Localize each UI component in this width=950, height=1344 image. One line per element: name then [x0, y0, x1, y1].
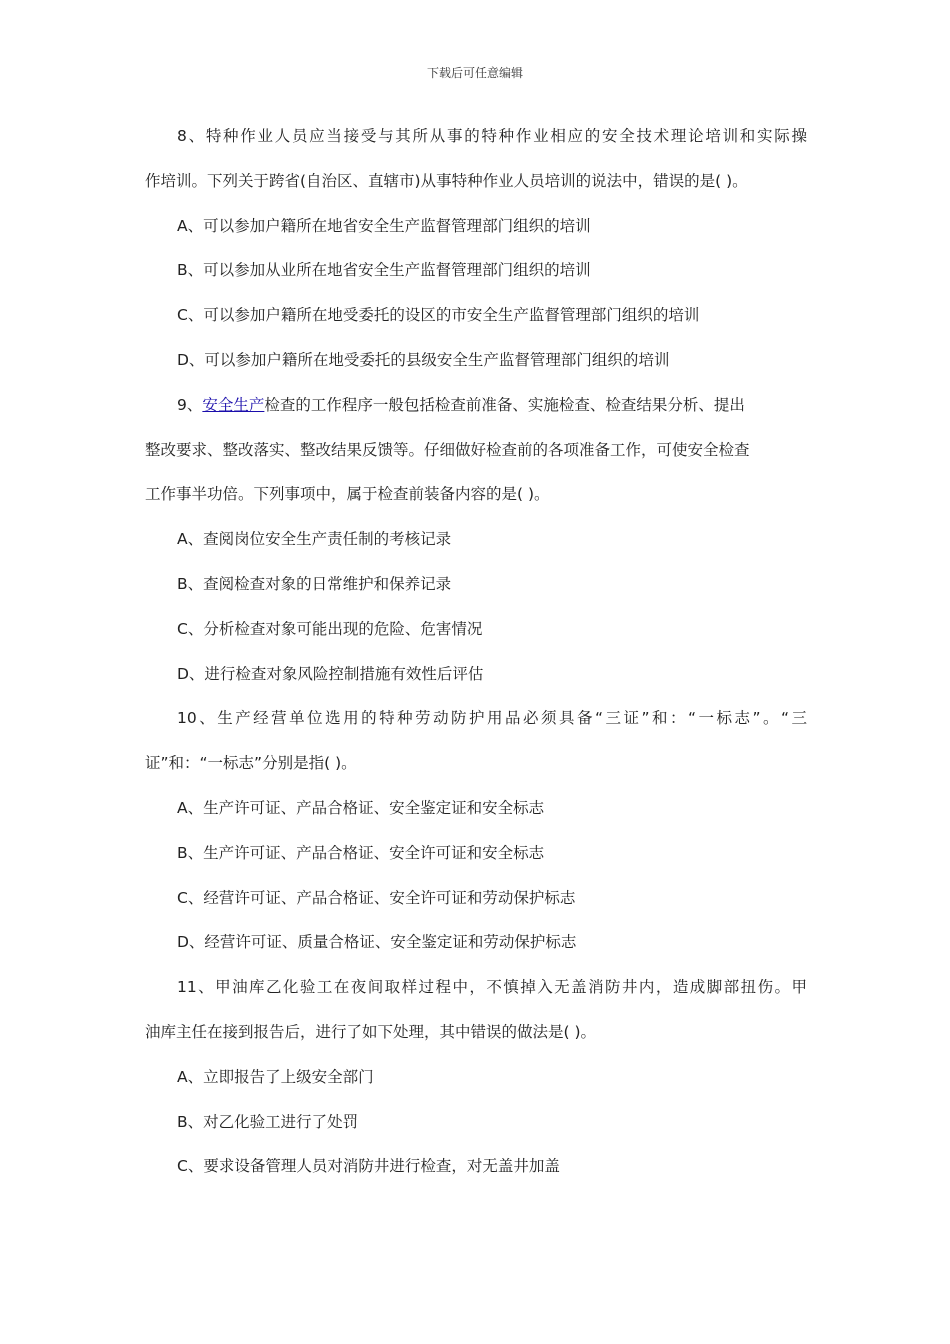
question-10-stem-line-2: 证”和：“一标志”分别是指( )。: [145, 754, 357, 773]
question-9-option-c: C、分析检查对象可能出现的危险、危害情况: [177, 619, 483, 638]
question-11-option-b: B、对乙化验工进行了处罚: [177, 1112, 359, 1131]
question-9-stem-line-1-rest: 检查的工作程序一般包括检查前准备、实施检查、检查结果分析、提出: [264, 395, 745, 414]
question-8-option-d: D、可以参加户籍所在地受委托的县级安全生产监督管理部门组织的培训: [177, 350, 670, 369]
question-8-option-a: A、可以参加户籍所在地省安全生产监督管理部门组织的培训: [177, 216, 591, 235]
page-header-note: 下载后可任意编辑: [426, 66, 523, 80]
question-11-stem-line-2: 油库主任在接到报告后，进行了如下处理，其中错误的做法是( )。: [145, 1022, 597, 1041]
question-10-option-b: B、生产许可证、产品合格证、安全许可证和安全标志: [177, 843, 545, 862]
question-8-stem-line-2: 作培训。下列关于跨省(自治区、直辖市)从事特种作业人员培训的说法中，错误的是( )。: [145, 171, 748, 190]
question-10-option-a: A、生产许可证、产品合格证、安全鉴定证和安全标志: [177, 798, 545, 817]
question-8-option-c: C、可以参加户籍所在地受委托的设区的市安全生产监督管理部门组织的培训: [177, 306, 700, 325]
question-9-number: 9、: [177, 395, 203, 414]
question-10-option-c: C、经营许可证、产品合格证、安全许可证和劳动保护标志: [177, 888, 576, 907]
question-9-option-a: A、查阅岗位安全生产责任制的考核记录: [177, 530, 452, 549]
question-9-stem-line-1: [145, 383, 807, 428]
question-8: [145, 114, 807, 383]
question-10-option-d: D、经营许可证、质量合格证、安全鉴定证和劳动保护标志: [177, 933, 577, 952]
question-11-stem-line-1: 11、甲油库乙化验工在夜间取样过程中，不慎掉入无盖消防井内，造成脚部扭伤。甲: [177, 978, 807, 997]
question-11-option-a: A、立即报告了上级安全部门: [177, 1067, 374, 1086]
question-9-stem-line-3: 工作事半功倍。下列事项中，属于检查前装备内容的是( )。: [145, 485, 550, 504]
question-11-option-c: C、要求设备管理人员对消防井进行检查，对无盖井加盖: [177, 1157, 560, 1176]
question-9-option-b: B、查阅检查对象的日常维护和保养记录: [177, 574, 452, 593]
question-10: [145, 696, 807, 965]
question-8-stem-line-1: 8、特种作业人员应当接受与其所从事的特种作业相应的安全技术理论培训和实际操: [177, 127, 807, 145]
safety-production-link[interactable]: 安全生产: [202, 395, 265, 414]
question-8-option-b: B、可以参加从业所在地省安全生产监督管理部门组织的培训: [177, 261, 591, 280]
question-9-stem-line-2: 整改要求、整改落实、整改结果反馈等。仔细做好检查前的各项准备工作，可使安全检查: [145, 440, 750, 459]
question-10-stem-line-1: 10、生产经营单位选用的特种劳动防护用品必须具备“三证”和：“一标志”。“三: [177, 709, 807, 728]
question-9-option-d: D、进行检查对象风险控制措施有效性后评估: [177, 664, 484, 683]
question-9: [145, 383, 807, 697]
document-body: [145, 114, 807, 1189]
question-11: [145, 965, 807, 1189]
